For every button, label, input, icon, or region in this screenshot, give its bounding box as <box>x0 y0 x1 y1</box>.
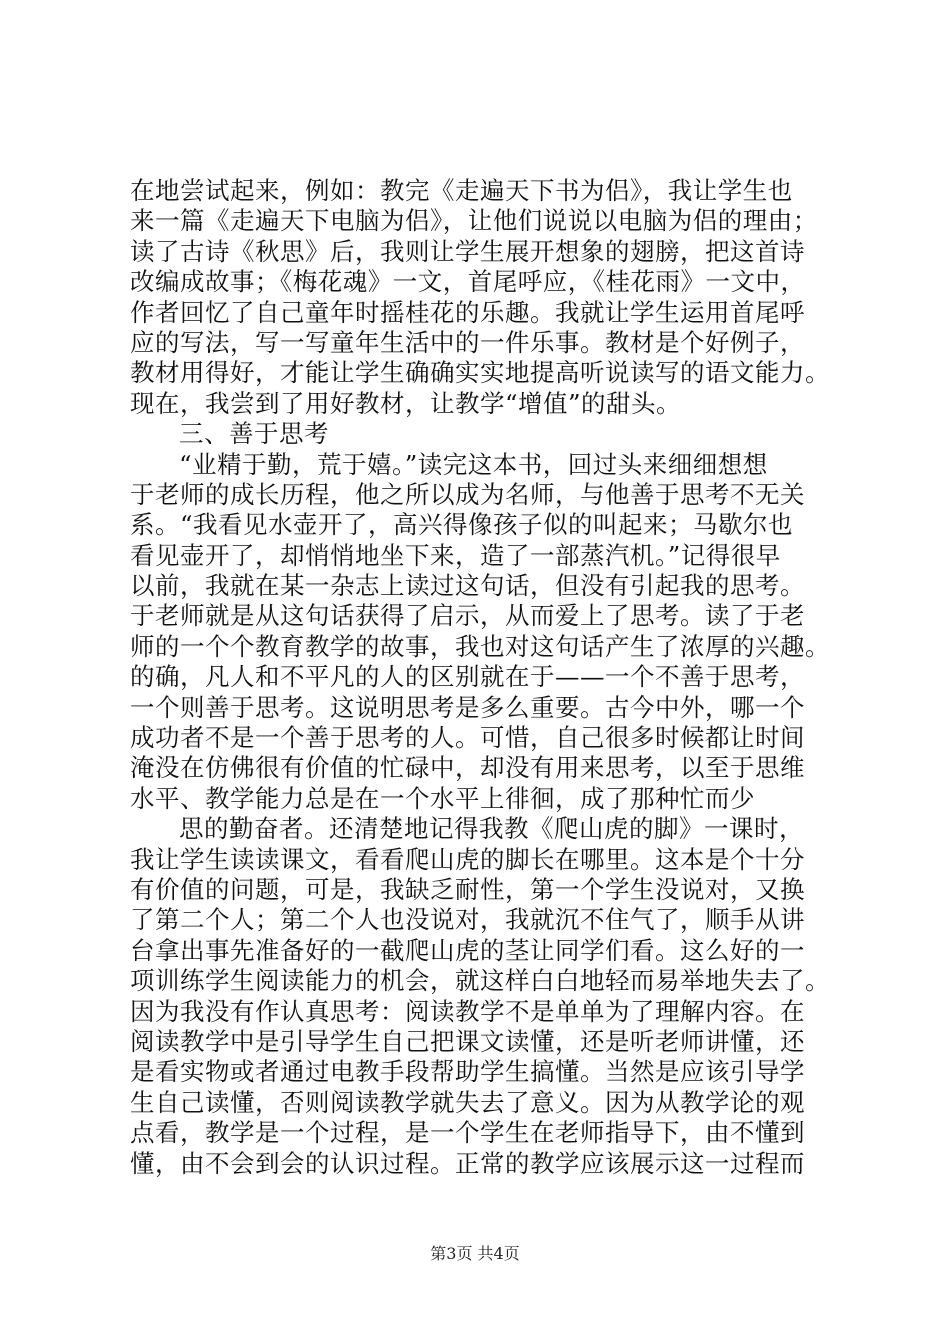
text-line: 是看实物或者通过电教手段帮助学生搞懂。当然是应该引导学 <box>130 1057 805 1087</box>
text-line: 有价值的问题，可是，我缺乏耐性，第一个学生没说对，又换 <box>130 874 805 904</box>
text-line: 看见壶开了，却悄悄地坐下来，造了一部蒸汽机。”记得很早 <box>130 540 781 570</box>
text-line: 阅读教学中是引导学生自己把课文读懂，还是听老师讲懂，还 <box>130 1026 805 1056</box>
text-line: 来一篇《走遍天下电脑为侣》，让他们说说以电脑为侣的理由； <box>130 206 818 236</box>
text-line: 生自己读懂，否则阅读教学就失去了意义。因为从教学论的观 <box>130 1087 805 1117</box>
text-line: 的确，凡人和不平凡的人的区别就在于——一个不善于思考， <box>130 662 805 692</box>
text-line: 系。“我看见水壶开了，高兴得像孩子似的叫起来；马歇尔也 <box>130 510 794 540</box>
text-line: 现在，我尝到了用好教材，让教学“增值”的甜头。 <box>130 388 682 418</box>
page-number-label: 第3页 共4页 <box>430 1244 520 1263</box>
text-line: 于老师就是从这句话获得了启示，从而爱上了思考。读了于老 <box>130 601 805 631</box>
text-line: 懂，由不会到会的认识过程。正常的教学应该展示这一过程而 <box>130 1148 805 1178</box>
text-line: 于老师的成长历程，他之所以成为名师，与他善于思考不无关 <box>130 479 805 509</box>
text-line: 成功者不是一个善于思考的人。可惜，自己很多时候都让时间 <box>130 723 805 753</box>
text-line: 项训练学生阅读能力的机会，就这样白白地轻而易举地失去了。 <box>130 966 830 996</box>
text-line: “业精于勤，荒于嬉。”读完这本书，回过头来细细想想 <box>179 449 768 479</box>
text-line: 读了古诗《秋思》后，我则让学生展开想象的翅膀，把这首诗 <box>130 236 805 266</box>
document-body <box>130 176 830 1179</box>
text-line: 台拿出事先准备好的一截爬山虎的茎让同学们看。这么好的一 <box>130 935 805 965</box>
text-line: 应的写法，写一写童年生活中的一件乐事。教材是个好例子， <box>130 327 805 357</box>
text-line: 教材用得好，才能让学生确确实实地提高听说读写的语文能力。 <box>130 358 830 388</box>
text-line: 因为我没有作认真思考：阅读教学不是单单为了理解内容。在 <box>130 996 805 1026</box>
text-line: 改编成故事；《梅花魂》一文，首尾呼应，《桂花雨》一文中， <box>130 267 806 297</box>
text-line: 师的一个个教育教学的故事，我也对这句话产生了浓厚的兴趣。 <box>130 631 830 661</box>
text-line: 点看，教学是一个过程，是一个学生在老师指导下，由不懂到 <box>130 1118 805 1148</box>
text-line: 淹没在仿佛很有价值的忙碌中，却没有用来思考，以至于思维 <box>130 753 805 783</box>
text-line: 水平、教学能力总是在一个水平上徘徊，成了那种忙而少 <box>130 783 755 813</box>
text-line: 在地尝试起来，例如：教完《走遍天下书为侣》，我让学生也 <box>130 176 793 205</box>
page-footer <box>0 1244 950 1264</box>
text-line: 作者回忆了自己童年时摇桂花的乐趣。我就让学生运用首尾呼 <box>130 297 805 327</box>
text-line: 以前，我就在某一杂志上读过这句话，但没有引起我的思考。 <box>130 571 805 601</box>
text-line: 我让学生读读课文，看看爬山虎的脚长在哪里。这本是个十分 <box>130 844 805 874</box>
section-heading: 三、善于思考 <box>179 419 329 449</box>
text-line: 了第二个人；第二个人也没说对，我就沉不住气了，顺手从讲 <box>130 905 805 935</box>
text-line: 思的勤奋者。还清楚地记得我教《爬山虎的脚》一课时， <box>179 814 804 844</box>
text-line: 一个则善于思考。这说明思考是多么重要。古今中外，哪一个 <box>130 692 805 722</box>
